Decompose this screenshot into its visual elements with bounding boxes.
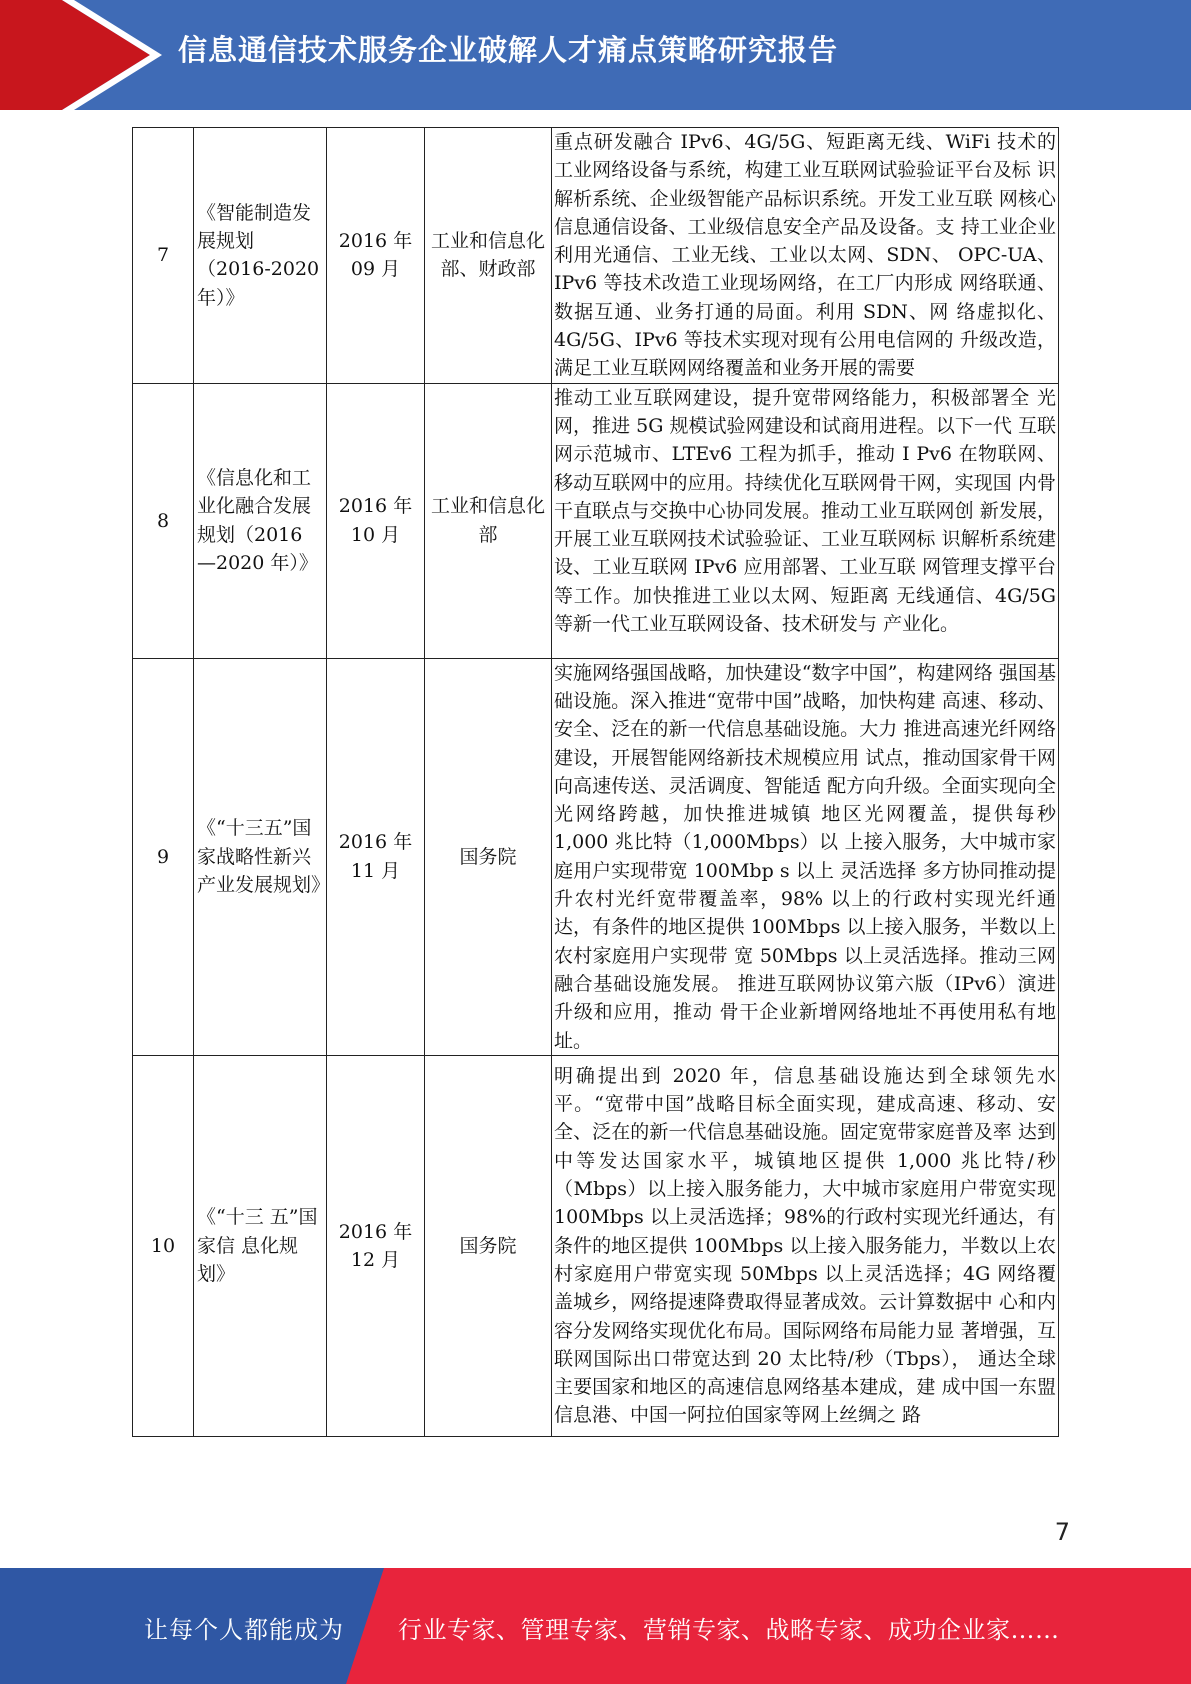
issuing-department: 工业和信息化部 — [425, 383, 552, 658]
table-row — [133, 1055, 1059, 1436]
footer-slogan-left: 让每个人都能成为 — [144, 1616, 344, 1644]
policy-name: 《“十三 五”国家信 息化规划》 — [194, 1055, 327, 1436]
issuing-department: 工业和信息化部、财政部 — [425, 128, 552, 384]
policy-content: 实施网络强国战略，加快建设“数字中国”，构建网络 强国基础设施。深入推进“宽带中国”战略，加快构建 高速、移动、安全、泛在的新一代信息基础设施。大力 推进高速光纤网络建设，开展智能网络新技术规模应用 试点，推动国家骨干网向高速传送、灵活调度、智能适 配方向升级。全面实现向全光网络跨越，加快推进城镇 地区光网覆盖，提供每秒 1,000 兆比特（1,000Mbps）以 上接入服务，大中城市家庭用户实现带宽 100Mbp s 以上 灵活选择 多方协同推动提升农村光纤宽带覆盖率，98% 以上的行政村实现光纤通达，有条件的地区提供 100Mbps 以上接入服务，半数以上农村家庭用户实现带 宽 50Mbps 以上灵活选择。推动三网融合基础设施发展。 推进互联网协议第六版（IPv6）演进升级和应用，推动 骨干企业新增网络地址不再使用私有地址。 — [552, 658, 1059, 1055]
policy-content: 明确提出到 2020 年，信息基础设施达到全球领先水平。“宽带中国”战略目标全面实现，建成高速、移动、安 全、泛在的新一代信息基础设施。固定宽带家庭普及率 达到中等发达国家水平，城镇地区提供 1,000 兆比特/秒（Mbps）以上接入服务能力，大中城市家庭用户带宽实现 100Mbps 以上灵活选择；98%的行政村实现光纤通达，有条件的地区提供 100Mbps 以上接入服务能力，半数以上农村家庭用户带宽实现 50Mbps 以上灵活选择；4G 网络覆盖城乡，网络提速降费取得显著成效。云计算数据中 心和内容分发网络实现优化布局。国际网络布局能力显 著增强，互联网国际出口带宽达到 20 太比特/秒（Tbps）， 通达全球主要国家和地区的高速信息网络基本建成，建 成中国一东盟信息港、中国一阿拉伯国家等网上丝绸之 路 — [552, 1055, 1059, 1436]
policy-name: 《信息化和工业化融合发展规划（2016 —2020 年）》 — [194, 383, 327, 658]
page-number: 7 — [1054, 1518, 1070, 1546]
page-header — [0, 0, 1191, 110]
footer-slogan-right: 行业专家、管理专家、营销专家、战略专家、成功企业家…… — [398, 1616, 1060, 1644]
report-title: 信息通信技术服务企业破解人才痛点策略研究报告 — [178, 33, 839, 67]
header-red-chevron — [0, 0, 150, 110]
policy-name: 《智能制造发展规划（2016-2020 年）》 — [194, 128, 327, 384]
table-row — [133, 658, 1059, 1055]
issuing-department: 国务院 — [425, 1055, 552, 1436]
page-footer — [0, 1568, 1191, 1684]
policy-content: 重点研发融合 IPv6、4G/5G、短距离无线、WiFi 技术的工业网络设备与系统，构建工业互联网试验验证平台及标 识解析系统、企业级智能产品标识系统。开发工业互联 网核心信息通信设备、工业级信息安全产品及设备。支 持工业企业利用光通信、工业无线、工业以太网、SDN、 OPC-UA、IPv6 等技术改造工业现场网络，在工厂内形成 网络联通、数据互通、业务打通的局面。利用 SDN、网 络虚拟化、4G/5G、IPv6 等技术实现对现有公用电信网的 升级改造，满足工业互联网网络覆盖和业务开展的需要 — [552, 128, 1059, 384]
row-number: 7 — [133, 128, 194, 384]
table-row — [133, 128, 1059, 384]
table-row — [133, 383, 1059, 658]
issue-date: 2016 年 09 月 — [327, 128, 425, 384]
row-number: 9 — [133, 658, 194, 1055]
issue-date: 2016 年 11 月 — [327, 658, 425, 1055]
issuing-department: 国务院 — [425, 658, 552, 1055]
row-number: 8 — [133, 383, 194, 658]
policy-content: 推动工业互联网建设，提升宽带网络能力，积极部署全 光网，推进 5G 规模试验网建设和试商用进程。以下一代 互联网示范城市、LTEv6 工程为抓手，推动 I Pv6 在物联网、移动互联网中的应用。持续优化互联网骨干网，实现国 内骨干直联点与交换中心协同发展。推动工业互联网创 新发展，开展工业互联网技术试验验证、工业互联网标 识解析系统建设、工业互联网 IPv6 应用部署、工业互联 网管理支撑平台等工作。加快推进工业以太网、短距离 无线通信、4G/5G 等新一代工业互联网设备、技术研发与 产业化。 — [552, 383, 1059, 658]
issue-date: 2016 年 12 月 — [327, 1055, 425, 1436]
policy-table — [132, 127, 1059, 1437]
row-number: 10 — [133, 1055, 194, 1436]
issue-date: 2016 年 10 月 — [327, 383, 425, 658]
policy-name: 《“十三五”国家战略性新兴产业发展规划》 — [194, 658, 327, 1055]
